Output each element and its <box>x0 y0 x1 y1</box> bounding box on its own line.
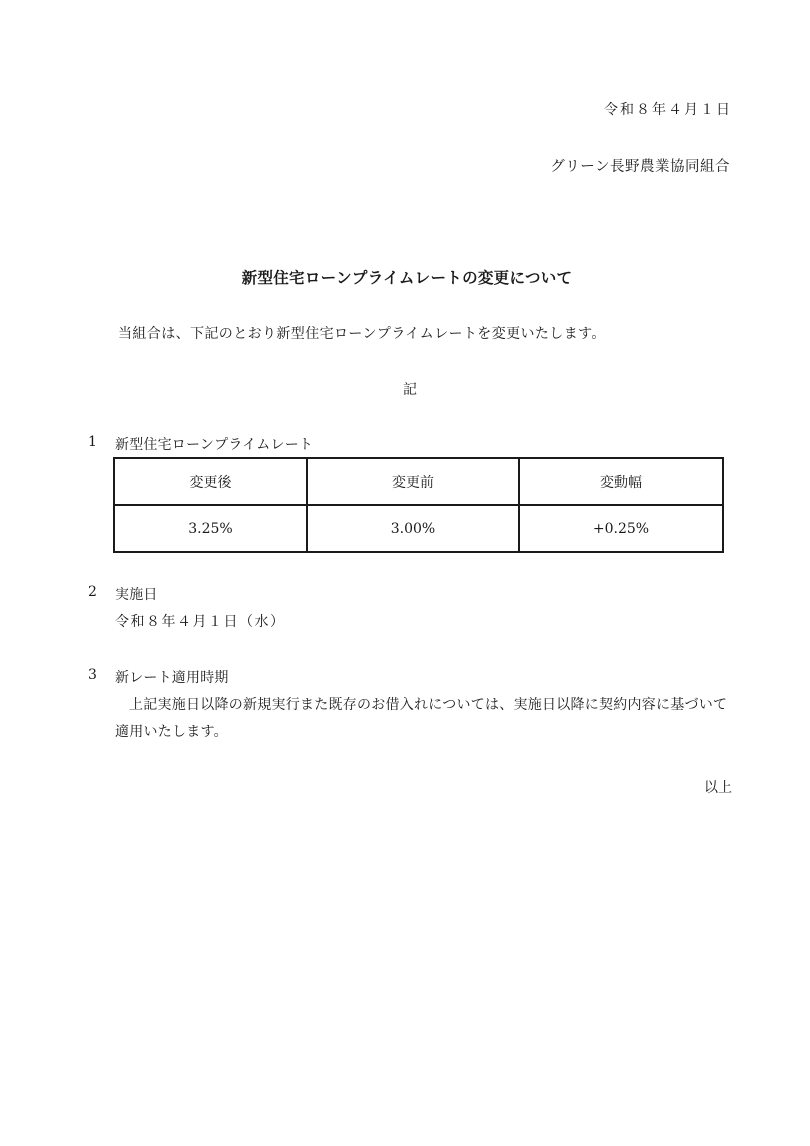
closing-mark: 以上 <box>704 780 732 796</box>
section-3-body-line1: 上記実施日以降の新規実行また既存のお借入れについては、実施日以降に契約内容に基づいて <box>129 697 728 713</box>
header-change-width: 変動幅 <box>519 458 723 505</box>
cell-after-change: 3.25% <box>114 505 307 552</box>
cell-before-change: 3.00% <box>307 505 519 552</box>
section-2-number: 2 <box>88 584 97 600</box>
header-after-change: 変更後 <box>114 458 307 505</box>
header-before-change: 変更前 <box>307 458 519 505</box>
document-title: 新型住宅ローンプライムレートの変更について <box>241 269 573 287</box>
table-row <box>114 505 723 552</box>
section-2-label: 実施日 <box>115 587 158 603</box>
section-2-body: 令和８年４月１日（水） <box>115 614 286 630</box>
cell-change-width: +0.25% <box>519 505 723 552</box>
issue-date: 令和８年４月１日 <box>604 102 732 118</box>
section-3-number: 3 <box>88 667 97 683</box>
intro-paragraph: 当組合は、下記のとおり新型住宅ローンプライムレートを変更いたします。 <box>118 326 606 342</box>
ki-heading: 記 <box>403 382 417 398</box>
section-3-label: 新レート適用時期 <box>115 670 229 686</box>
section-3-body-line2: 適用いたします。 <box>115 724 228 740</box>
section-1-number: 1 <box>88 434 97 450</box>
table-header-row <box>114 458 723 505</box>
rate-table <box>113 457 724 553</box>
section-1-label: 新型住宅ローンプライムレート <box>115 437 314 453</box>
issuer-organization: グリーン長野農業協同組合 <box>550 159 730 175</box>
